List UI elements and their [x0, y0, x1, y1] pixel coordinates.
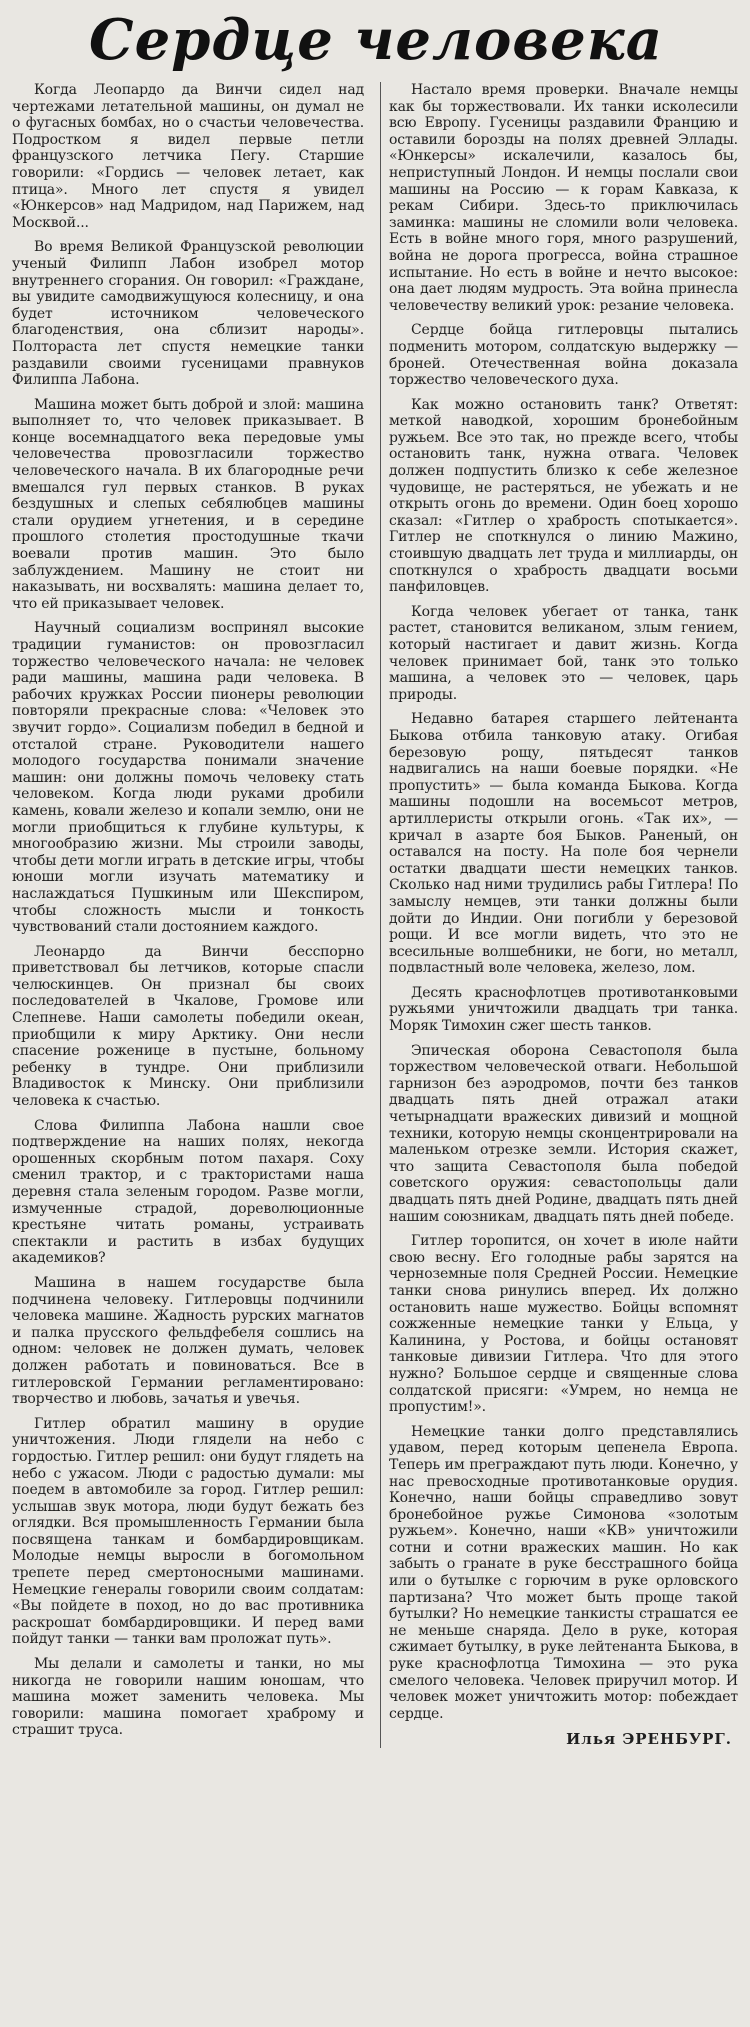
paragraph: Машина в нашем государстве была подчинена человеку. Гитлеровцы подчинили человека машине. Жадность рурских магнатов и палка прусского фельдфебеля сошлись на одном: человек не должен думать, человек должен работать и повиноваться. Все в гитлеровской Германии регламентировано: творчество и любовь, зачатья и увечья.: [12, 1274, 364, 1408]
paragraph: Во время Великой Французской революции ученый Филипп Лабон изобрел мотор внутреннего сгорания. Он говорил: «Граждане, вы увидите самодвижущуюся колесницу, и она будет источником человеческого благоденствия, она сблизит народы». Полтораста лет спустя немецкие танки раздавили своими гусеницами правнуков Филиппа Лабона.: [12, 239, 364, 389]
paragraph: Как можно остановить танк? Ответят: меткой наводкой, хорошим бронебойным ружьем. Все это так, но прежде всего, чтобы остановить танк, нужна отвага. Человек должен подпустить близко к себе железное чудовище, не растеряться, не убежать и не открыть огонь до времени. Один боец хорошо сказал: «Гитлер о храбрость спотыкается». Гитлер не споткнулся о линию Мажино, стоившую двадцать лет труда и миллиарды, он споткнулся о храбрость двадцати восьми панфиловцев.: [389, 396, 738, 596]
left-column: [12, 82, 370, 1748]
paragraph: Леонардо да Винчи бесспорно приветствовал бы летчиков, которые спасли челюскинцев. Он признал бы своих последователей в Чкалове, Громове или Слепневе. Наши самолеты победили океан, приобщили к миру Арктику. Они несли спасение роженице в пустыне, больному ребенку в тундре. Они приблизили Владивосток к Минску. Они приблизили человека к счастью.: [12, 943, 364, 1110]
paragraph: Гитлер обратил машину в орудие уничтожения. Люди глядели на небо с гордостью. Гитлер решил: они будут глядеть на небо с ужасом. Люди с радостью думали: мы поедем в автомобиле за город. Гитлер решил: услышав звук мотора, люди будут бежать без оглядки. Вся промышленность Германии была посвящена танкам и бомбардировщикам. Молодые немцы выросли в богомольном трепете перед смертоносными машинами. Немецкие генералы говорили своим солдатам: «Вы пойдете в поход, но до вас противника раскрошат бомбардировщики. И перед вами пойдут танки — танки вам проложат путь».: [12, 1415, 364, 1648]
article-title: Сердце человека: [89, 7, 663, 73]
paragraph: Мы делали и самолеты и танки, но мы никогда не говорили нашим юношам, что машина может заменить человека. Мы говорили: машина помогает храброму и страшит труса.: [12, 1656, 364, 1739]
article-columns: [12, 82, 740, 1748]
paragraph: Научный социализм воспринял высокие традиции гуманистов: он провозгласил торжество человеческого начала: не человек ради машины, машина ради человека. В рабочих кружках России пионеры революции повторяли прекрасные слова: «Человек это звучит гордо». Социализм победил в бедной и отсталой стране. Руководители нашего молодого государства понимали значение машин: они должны помочь человеку стать человеком. Когда люди руками дробили камень, ковали железо и копали землю, они не могли приобщиться к глубине культуры, к многообразию жизни. Мы строили заводы, чтобы дети могли играть в детские игры, чтобы юноши могли изучать математику и наслаждаться Пушкиным или Шекспиром, чтобы сложность мысли и тонкость чувствований стали достоянием каждого.: [12, 620, 364, 936]
paragraph: Машина может быть доброй и злой: машина выполняет то, что человек приказывает. В конце восемнадцатого века передовые умы человечества провозгласили торжество человеческого начала. В их благородные речи вмешался гул первых станков. В руках бездушных и слепых себялюбцев машины стали орудием угнетения, и в середине прошлого столетия простодушные ткачи воевали против машин. Это было заблуждением. Машину не стоит ни наказывать, ни восхвалять: машина делает то, что ей приказывает человек.: [12, 396, 364, 612]
paragraph: Настало время проверки. Вначале немцы как бы торжествовали. Их танки исколесили всю Европу. Гусеницы раздавили Францию и оставили борозды на полях древней Эллады. «Юнкерсы» искалечили, казалось бы, неприступный Лондон. И немцы послали свои машины на Россию — к горам Кавказа, к рекам Сибири. Здесь-то приключилась заминка: машины не сломили воли человека. Есть в войне много горя, много разрушений, война не дорога прогресса, война страшное испытание. Но есть в войне и нечто высокое: она дает людям мудрость. Эта война принесла человечеству великий урок: резание человека.: [389, 82, 738, 314]
paragraph: Слова Филиппа Лабона нашли свое подтверждение на наших полях, некогда орошенных скорбным потом пахаря. Соху сменил трактор, и с трактористами наша деревня стала зеленым городом. Разве могли, измученные страдой, дореволюционные крестьяне читать романы, устраивать спектакли и растить в избах будущих академиков?: [12, 1117, 364, 1267]
right-column: [380, 82, 738, 1748]
paragraph: Гитлер торопится, он хочет в июле найти свою весну. Его голодные рабы зарятся на черноземные поля Средней России. Немецкие танки снова ринулись вперед. Их должно остановить наше мужество. Бойцы вспомнят сожженные немецкие танки у Ельца, у Калинина, у Ростова, и бойцы остановят танковые дивизии Гитлера. Что для этого нужно? Большое сердце и священные слова солдатской присяги: «Умрем, но немца не пропустим!».: [389, 1233, 738, 1416]
paragraph: Когда человек убегает от танка, танк растет, становится великаном, злым гением, который настигает и давит жизнь. Когда человек принимает бой, танк это только машина, а человек это — человек, царь природы.: [389, 603, 738, 703]
paragraph: Когда Леопардо да Винчи сидел над чертежами летательной машины, он думал не о фугасных бомбах, но о счастьи человечества. Подростком я видел первые петли французского летчика Пегу. Старшие говорили: «Гордись — человек летает, как птица». Много лет спустя я увидел «Юнкерсов» над Мадридом, над Парижем, над Москвой...: [12, 82, 364, 231]
paragraph: Эпическая оборона Севастополя была торжеством человеческой отваги. Небольшой гарнизон без аэродромов, почти без танков двадцать пять дней отражал атаки четырнадцати вражеских дивизий и мощной техники, которую немцы сконцентрировали на маленьком отрезке земли. История скажет, что защита Севастополя была победой советского оружия: севастопольцы дали двадцать пять дней Родине, двадцать пять дней нашим союзникам, двадцать пять дней победе.: [389, 1042, 738, 1225]
paragraph: Сердце бойца гитлеровцы пытались подменить мотором, солдатскую выдержку — броней. Отечественная война доказала торжество человеческого духа.: [389, 322, 738, 389]
author-signature: Илья ЭРЕНБУРГ.: [566, 1730, 732, 1749]
paragraph: Немецкие танки долго представлялись удавом, перед которым цепенела Европа. Теперь им преграждают путь люди. Конечно, у нас превосходные противотанковые орудия. Конечно, наши бойцы справедливо зовут бронебойное ружье Симонова «золотым ружьем». Конечно, наши «КВ» уничтожили сотни и сотни вражеских машин. Но как забыть о гранате в руке бесстрашного бойца или о бутылке с горючим в руке орловского партизана? Что может быть проще такой бутылки? Но немецкие танкисты страшатся ее не меньше снаряда. Дело в руке, которая сжимает бутылку, в руке лейтенанта Быкова, в руке краснофлотца Тимохина — это рука смелого человека. Человек приручил мотор. И человек может уничтожить мотор: побеждает сердце.: [389, 1423, 738, 1722]
paragraph: Десять краснофлотцев противотанковыми ружьями уничтожили двадцать три танка. Моряк Тимохин сжег шесть танков.: [389, 984, 738, 1035]
paragraph: Недавно батарея старшего лейтенанта Быкова отбила танковую атаку. Огибая березовую рощу, пятьдесят танков надвигались на наши боевые порядки. «Не пропустить» — была команда Быкова. Когда машины подошли на восемьсот метров, артиллеристы открыли огонь. «Так их», — кричал в азарте боя Быков. Раненый, он оставался на посту. На поле боя чернели остатки двадцати шести немецких танков. Сколько над ними трудились рабы Гитлера! По замыслу немцев, эти танки должны были дойти до Индии. Они погибли у березовой рощи. И все могли видеть, что это не всесильные волшебники, не боги, но металл, подвластный воле человека, железо, лом.: [389, 711, 738, 977]
